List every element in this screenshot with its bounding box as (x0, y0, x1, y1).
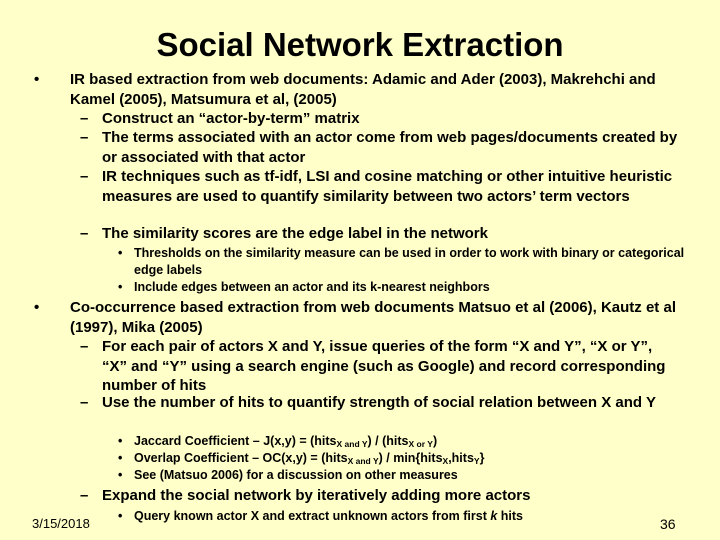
bullet-marker: • (118, 246, 123, 260)
measure-see-matsuo: See (Matsuo 2006) for a discussion on other measures (134, 468, 458, 482)
bullet-ir-extraction: IR based extraction from web documents: Adamic and Ader (2003), Makrehchi and Kamel (2005), Matsumura et al, (2005) (70, 71, 656, 108)
sub-terms-source: The terms associated with an actor come from web pages/documents created by or associated with that actor (102, 129, 678, 166)
measure-overlap: Overlap Coefficient – OC(x,y) = (hits$_{X and Y}$) / min{hits$_X$,hits$_Y$} (134, 451, 485, 466)
dash-marker: – (80, 110, 89, 127)
dash-marker: – (80, 168, 89, 185)
footer-date: 3/15/2018 (32, 516, 90, 531)
subsub-knn: Include edges between an actor and its k-nearest neighbors (134, 280, 490, 294)
dash-marker: – (80, 487, 89, 504)
bullet-marker: • (118, 509, 123, 523)
bullet-marker: • (118, 434, 123, 448)
sub-pair-queries: For each pair of actors X and Y, issue queries of the form “X and Y”, “X or Y”, “X” and “Y” using a search engine (such as Google) and record corresponding number of hits (102, 338, 666, 394)
measure-jaccard: Jaccard Coefficient – J(x,y) = (hits$_{X and Y}$) / (hits$_{X or Y}$) (134, 434, 438, 449)
subsub-thresholds: Thresholds on the similarity measure can be used in order to work with binary or categorical edge labels (134, 246, 685, 277)
bullet-marker: • (118, 451, 123, 465)
sub-hits-strength: Use the number of hits to quantify strength of social relation between X and Y (102, 394, 656, 411)
sub-expand-network: Expand the social network by iteratively adding more actors (102, 487, 531, 504)
dash-marker: – (80, 394, 89, 411)
bullet-marker: • (34, 299, 40, 316)
dash-marker: – (80, 129, 89, 146)
slide-title: Social Network Extraction (156, 26, 564, 63)
subsub-query-known-actor: Query known actor X and extract unknown actors from first k hits (134, 509, 523, 523)
sub-actor-term-matrix: Construct an “actor-by-term” matrix (102, 110, 360, 127)
bullet-marker: • (118, 280, 123, 294)
sub-similarity-scores: The similarity scores are the edge label in the network (102, 225, 488, 242)
bullet-marker: • (34, 71, 40, 88)
sub-ir-techniques: IR techniques such as tf-idf, LSI and cosine matching or other intuitive heuristic measures are used to quantify similarity between two actors’ term vectors (102, 168, 673, 205)
dash-marker: – (80, 338, 89, 355)
bullet-marker: • (118, 468, 123, 482)
bullet-cooccurrence: Co-occurrence based extraction from web documents Matsuo et al (2006), Kautz et al (1997), Mika (2005) (70, 299, 676, 336)
dash-marker: – (80, 225, 89, 242)
page-number: 36 (660, 516, 676, 532)
